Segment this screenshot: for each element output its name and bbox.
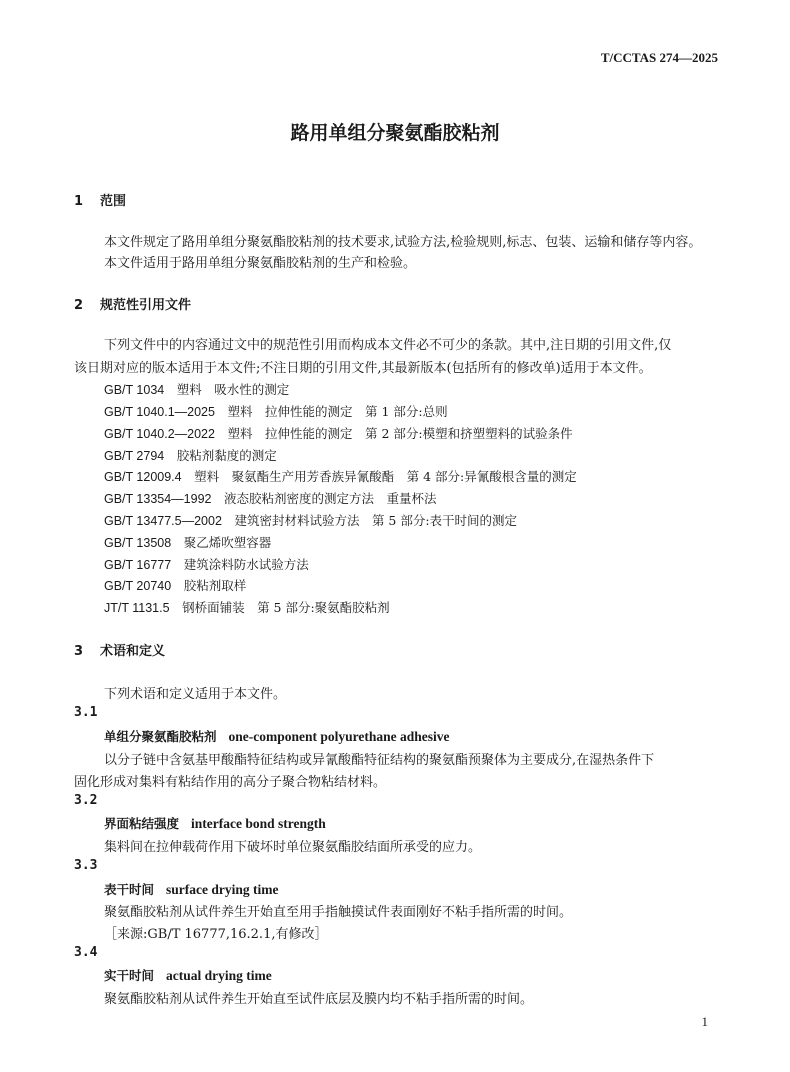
term-heading (104, 966, 272, 984)
section-number: 1 (74, 194, 84, 209)
reference-item (104, 424, 573, 442)
term-heading (104, 880, 279, 898)
term-en: interface bond strength (191, 816, 326, 831)
term-zh: 界面粘结强度 (104, 816, 180, 831)
paragraph: 本文件适用于路用单组分聚氨酯胶粘剂的生产和检验。 (104, 256, 417, 271)
definition-line: 聚氨酯胶粘剂从试件养生开始直至用手指触摸试件表面刚好不粘手指所需的时间。 (104, 905, 573, 920)
reference-title: 聚乙烯吹塑容器 (183, 535, 272, 550)
reference-code: GB/T 1040.1—2025 (104, 405, 215, 419)
section-1-heading (74, 190, 126, 209)
reference-code: GB/T 13354—1992 (104, 492, 212, 506)
reference-code: GB/T 1040.2—2022 (104, 427, 215, 441)
document-title: 路用单组分聚氨酯胶粘剂 (290, 122, 500, 144)
reference-item (104, 402, 448, 420)
section-number: 2 (74, 298, 84, 313)
reference-item (104, 446, 277, 464)
term-heading (104, 814, 326, 832)
term-source: ［来源:GB/T 16777,16.2.1,有修改］ (104, 927, 328, 942)
reference-code: GB/T 20740 (104, 579, 172, 593)
reference-item (104, 533, 271, 551)
reference-code: GB/T 13477.5—2002 (104, 514, 222, 528)
definition-line: 固化形成对集料有粘结作用的高分子聚合物粘结材料。 (74, 775, 387, 790)
reference-item (104, 489, 437, 507)
reference-code: JT/T 1131.5 (104, 601, 170, 615)
reference-title: 建筑涂料防水试验方法 (183, 557, 309, 572)
term-zh: 实干时间 (104, 968, 155, 983)
reference-title: 胶粘剂黏度的测定 (176, 448, 277, 463)
paragraph-line: 该日期对应的版本适用于本文件;不注日期的引用文件,其最新版本(包括所有的修改单)适用于本文件。 (74, 361, 652, 376)
reference-title: 钢桥面铺装 第 5 部分:聚氨酯胶粘剂 (182, 600, 390, 615)
section-title: 规范性引用文件 (100, 298, 192, 313)
reference-code: GB/T 1034 (104, 383, 165, 397)
section-3-heading (74, 640, 165, 659)
term-heading (104, 727, 450, 745)
reference-title: 塑料 拉伸性能的测定 第 2 部分:模塑和挤塑塑料的试验条件 (227, 426, 573, 441)
reference-title: 液态胶粘剂密度的测定方法 重量杯法 (224, 491, 437, 506)
paragraph: 本文件规定了路用单组分聚氨酯胶粘剂的技术要求,试验方法,检验规则,标志、包装、运输和储存等内容。 (104, 235, 702, 250)
reference-title: 塑料 拉伸性能的测定 第 1 部分:总则 (227, 404, 448, 419)
reference-item (104, 511, 517, 529)
section-title: 范围 (100, 194, 127, 209)
section-number: 3 (74, 644, 84, 659)
term-number: 3.2 (74, 793, 98, 808)
reference-code: GB/T 12009.4 (104, 470, 182, 484)
reference-item (104, 598, 390, 616)
definition-line: 以分子链中含氨基甲酸酯特征结构或异氰酸酯特征结构的聚氨酯预聚体为主要成分,在湿热条件下 (104, 753, 655, 768)
paragraph: 下列术语和定义适用于本文件。 (104, 687, 287, 702)
reference-item (104, 555, 309, 573)
section-2-heading (74, 294, 191, 313)
term-zh: 单组分聚氨酯胶粘剂 (104, 729, 217, 744)
reference-title: 塑料 聚氨酯生产用芳香族异氰酸酯 第 4 部分:异氰酸根含量的测定 (194, 469, 577, 484)
reference-item (104, 576, 246, 594)
term-zh: 表干时间 (104, 882, 155, 897)
reference-item (104, 380, 289, 398)
term-en: one-component polyurethane adhesive (228, 729, 450, 744)
term-en: surface drying time (166, 882, 279, 897)
term-number: 3.4 (74, 945, 98, 960)
definition-line: 集料间在拉伸载荷作用下破坏时单位聚氨酯胶结面所承受的应力。 (104, 840, 482, 855)
term-number: 3.3 (74, 858, 98, 873)
reference-title: 建筑密封材料试验方法 第 5 部分:表干时间的测定 (234, 513, 518, 528)
term-number: 3.1 (74, 705, 98, 720)
section-title: 术语和定义 (100, 644, 166, 659)
definition-line: 聚氨酯胶粘剂从试件养生开始直至试件底层及膜内均不粘手指所需的时间。 (104, 992, 534, 1007)
reference-code: GB/T 2794 (104, 449, 165, 463)
reference-title: 塑料 吸水性的测定 (176, 382, 290, 397)
page-number: 1 (701, 1014, 708, 1029)
reference-code: GB/T 16777 (104, 558, 172, 572)
term-en: actual drying time (166, 968, 272, 983)
reference-title: 胶粘剂取样 (183, 578, 247, 593)
paragraph-line: 下列文件中的内容通过文中的规范性引用而构成本文件必不可少的条款。其中,注日期的引用文件,仅 (104, 338, 672, 353)
reference-code: GB/T 13508 (104, 536, 172, 550)
standard-code: T/CCTAS 274—2025 (600, 50, 718, 65)
reference-item (104, 467, 577, 485)
